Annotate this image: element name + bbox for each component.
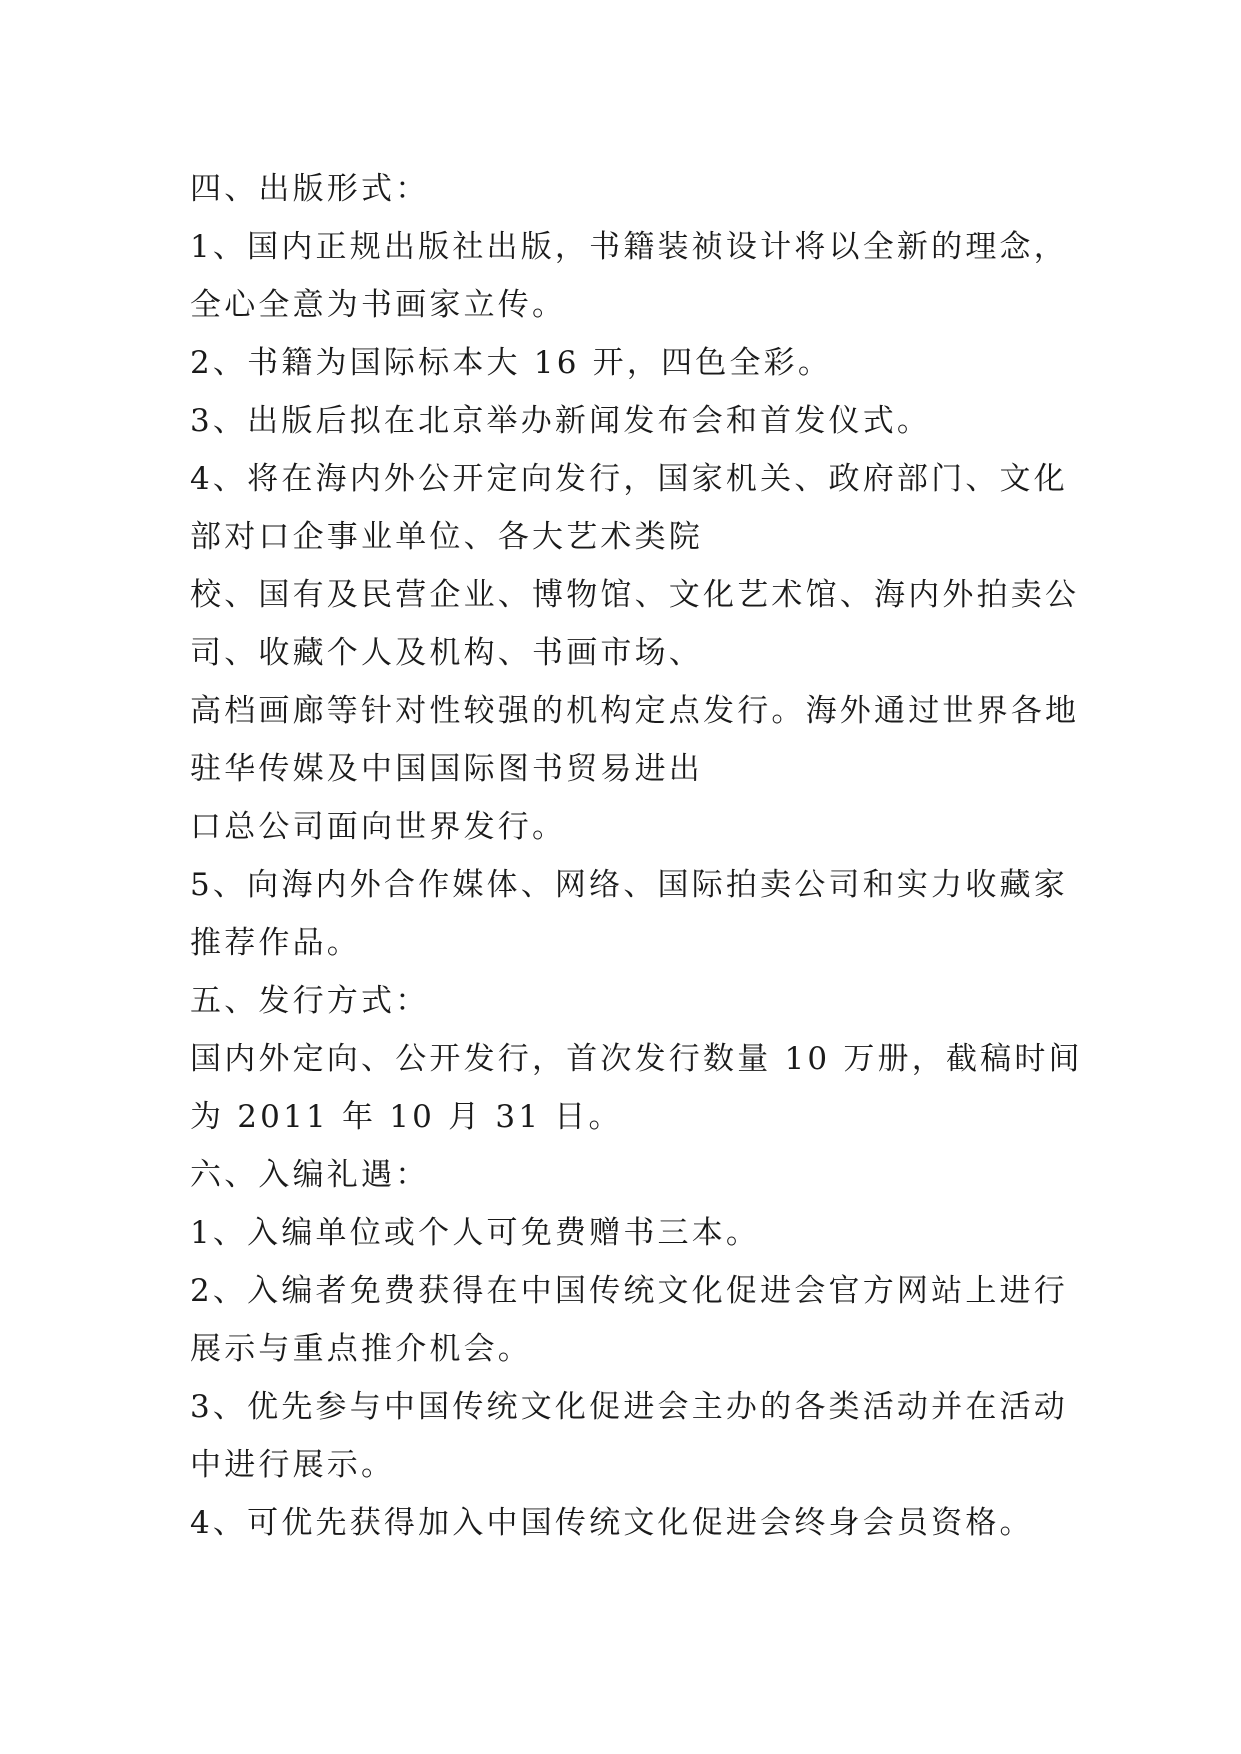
text-line: 为 2011 年 10 月 31 日。	[190, 1099, 623, 1135]
text-line: 中进行展示。	[190, 1447, 396, 1483]
text-line: 3、优先参与中国传统文化促进会主办的各类活动并在活动	[190, 1389, 1068, 1425]
document-body	[190, 160, 1083, 1552]
text-line: 2、书籍为国际标本大 16 开，四色全彩。	[190, 345, 833, 381]
text-line: 2、入编者免费获得在中国传统文化促进会官方网站上进行	[190, 1273, 1068, 1309]
text-line: 推荐作品。	[190, 925, 361, 961]
section-heading-distribution-method: 五、发行方式：	[190, 983, 430, 1019]
text-line: 司、收藏个人及机构、书画市场、	[190, 635, 703, 671]
text-line: 校、国有及民营企业、博物馆、文化艺术馆、海内外拍卖公	[190, 577, 1080, 613]
text-line: 口总公司面向世界发行。	[190, 809, 567, 845]
text-line: 高档画廊等针对性较强的机构定点发行。海外通过世界各地	[190, 693, 1080, 729]
text-line: 全心全意为书画家立传。	[190, 287, 567, 323]
text-line: 1、入编单位或个人可免费赠书三本。	[190, 1215, 761, 1251]
text-line: 国内外定向、公开发行，首次发行数量 10 万册，截稿时间	[190, 1041, 1083, 1077]
text-line: 展示与重点推介机会。	[190, 1331, 532, 1367]
text-line: 5、向海内外合作媒体、网络、国际拍卖公司和实力收藏家	[190, 867, 1068, 903]
text-line: 1、国内正规出版社出版，书籍装祯设计将以全新的理念，	[190, 229, 1068, 265]
section-heading-publication-format: 四、出版形式：	[190, 171, 430, 207]
text-line: 4、可优先获得加入中国传统文化促进会终身会员资格。	[190, 1505, 1034, 1541]
text-line: 4、将在海内外公开定向发行，国家机关、政府部门、文化	[190, 461, 1068, 497]
text-line: 部对口企事业单位、各大艺术类院	[190, 519, 703, 555]
text-line: 3、出版后拟在北京举办新闻发布会和首发仪式。	[190, 403, 932, 439]
text-line: 驻华传媒及中国国际图书贸易进出	[190, 751, 703, 787]
section-heading-inclusion-benefits: 六、入编礼遇：	[190, 1157, 430, 1193]
